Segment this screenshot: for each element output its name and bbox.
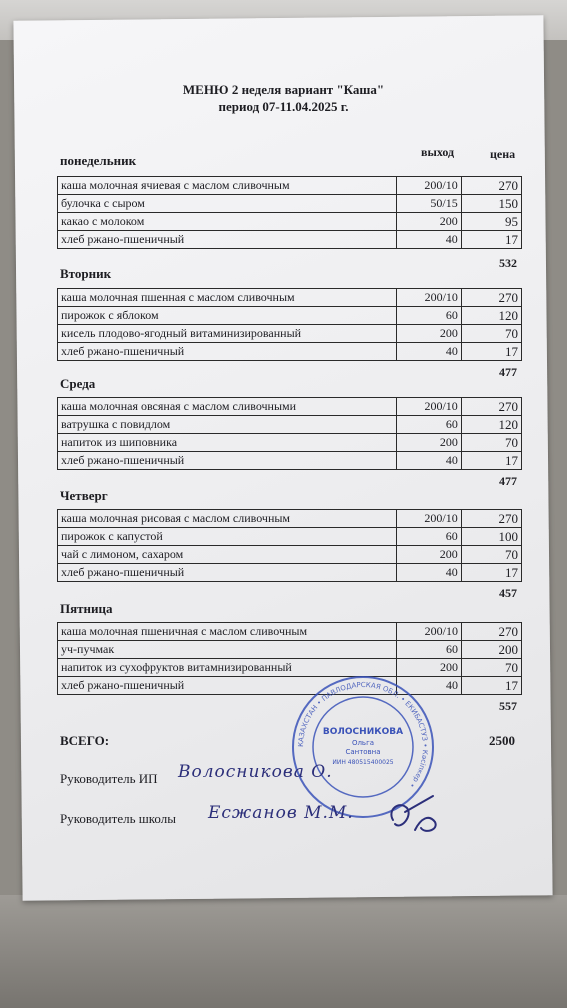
item-price: 120: [461, 416, 521, 434]
item-price: 100: [461, 528, 521, 546]
item-output: 40: [397, 343, 462, 361]
item-name: какао с молоком: [58, 213, 397, 231]
item-name: пирожок с яблоком: [58, 307, 397, 325]
item-name: каша молочная овсяная с маслом сливочными: [58, 398, 397, 416]
table-row: [58, 546, 522, 564]
table-row: [58, 343, 522, 361]
item-output: 40: [397, 677, 462, 695]
item-output: 200/10: [397, 623, 462, 641]
day-heading-tuesday: Вторник: [60, 266, 112, 281]
item-name: уч-пучмак: [58, 641, 397, 659]
column-header-output: выход: [421, 145, 455, 159]
menu-table-monday: [57, 176, 522, 249]
day-heading-friday: Пятница: [60, 601, 113, 616]
item-output: 60: [397, 307, 462, 325]
stamp-ring-text: КАЗАХСТАН • ПАВЛОДАРСКАЯ ОБЛ. • ЕКИБАСТУЗ • Кәсіпкер •: [296, 680, 430, 790]
item-name: хлеб ржано-пшеничный: [58, 231, 397, 249]
head-ip-label: Руководитель ИП: [60, 771, 158, 786]
item-name: хлеб ржано-пшеничный: [58, 452, 397, 470]
table-row: [58, 452, 522, 470]
document-period: период 07-11.04.2025 г.: [218, 99, 349, 114]
item-price: 270: [461, 177, 521, 195]
table-row: [58, 434, 522, 452]
stamp-name: ВОЛОСНИКОВА: [322, 727, 404, 737]
table-row: [58, 623, 522, 641]
document-title: МЕНЮ 2 неделя вариант "Каша": [182, 82, 385, 97]
item-name: кисель плодово-ягодный витаминизированный: [58, 325, 397, 343]
day-total-thursday: 457: [499, 586, 517, 600]
column-header-price: цена: [490, 147, 516, 161]
item-output: 200: [397, 325, 462, 343]
item-output: 200: [396, 213, 461, 231]
table-row: [58, 398, 522, 416]
table-row: [58, 177, 522, 195]
item-output: 40: [396, 231, 461, 249]
item-output: 200/10: [396, 177, 461, 195]
grand-total-value: 2500: [489, 733, 515, 748]
item-name: булочка с сыром: [58, 195, 397, 213]
item-price: 270: [461, 398, 521, 416]
item-name: напиток из шиповника: [58, 434, 397, 452]
day-heading-thursday: Четверг: [60, 488, 108, 503]
item-output: 200/10: [396, 510, 461, 528]
head-ip-signature: Волосникова О.: [178, 762, 333, 782]
item-output: 60: [396, 528, 461, 546]
item-output: 50/15: [396, 195, 461, 213]
table-row: [58, 289, 522, 307]
item-name: хлеб ржано-пшеничный: [58, 564, 397, 582]
background-surface: [0, 895, 567, 1008]
item-output: 60: [397, 641, 462, 659]
item-output: 200: [396, 546, 461, 564]
day-total-tuesday: 477: [499, 365, 517, 379]
item-name: хлеб ржано-пшеничный: [58, 343, 397, 361]
day-total-monday: 532: [499, 256, 517, 270]
item-price: 17: [461, 231, 521, 249]
item-price: 270: [462, 623, 522, 641]
item-price: 70: [461, 325, 521, 343]
table-row: [58, 528, 522, 546]
item-price: 17: [461, 564, 521, 582]
item-name: каша молочная пшенная с маслом сливочным: [58, 289, 397, 307]
item-name: чай с лимоном, сахаром: [58, 546, 397, 564]
menu-table-wednesday: [57, 397, 522, 470]
menu-table-tuesday: [57, 288, 522, 361]
item-name: напиток из сухофруктов витамнизированный: [58, 659, 397, 677]
table-row: [58, 213, 522, 231]
head-school-label: Руководитель школы: [60, 811, 176, 826]
item-name: пирожок с капустой: [58, 528, 397, 546]
menu-table-thursday: [57, 509, 522, 582]
table-row: [58, 307, 522, 325]
table-row: [58, 195, 522, 213]
item-output: 200: [397, 659, 462, 677]
item-name: каша молочная рисовая с маслом сливочным: [58, 510, 397, 528]
item-name: ватрушка с повидлом: [58, 416, 397, 434]
grand-total-label: ВСЕГО:: [60, 733, 110, 748]
item-price: 150: [461, 195, 521, 213]
item-price: 17: [461, 452, 521, 470]
item-price: 120: [461, 307, 521, 325]
item-price: 17: [461, 343, 521, 361]
day-heading-wednesday: Среда: [60, 376, 96, 391]
item-price: 270: [461, 289, 521, 307]
table-row: [58, 231, 522, 249]
item-name: каша молочная пшеничная с маслом сливочным: [58, 623, 397, 641]
stamp-first-name: Ольга: [351, 739, 375, 747]
head-school-signature: Есжанов М.М.: [208, 803, 354, 823]
item-output: 40: [396, 564, 461, 582]
item-price: 70: [461, 546, 521, 564]
table-row: [58, 564, 522, 582]
table-row: [58, 325, 522, 343]
item-price: 200: [462, 641, 522, 659]
item-output: 40: [396, 452, 461, 470]
day-total-friday: 557: [499, 699, 517, 713]
table-row: [58, 510, 522, 528]
table-row: [58, 641, 522, 659]
item-price: 270: [461, 510, 521, 528]
stamp-iin: ИИН 480515400025: [332, 759, 394, 766]
item-price: 70: [462, 659, 522, 677]
item-output: 60: [396, 416, 461, 434]
item-price: 17: [462, 677, 522, 695]
day-heading-monday: понедельник: [60, 153, 137, 168]
table-row: [58, 416, 522, 434]
signature-scribble: [385, 790, 445, 840]
item-price: 95: [461, 213, 521, 231]
item-output: 200: [396, 434, 461, 452]
item-output: 200/10: [397, 289, 462, 307]
day-total-wednesday: 477: [499, 474, 517, 488]
item-price: 70: [461, 434, 521, 452]
item-output: 200/10: [396, 398, 461, 416]
stamp-middle-name: Сантовна: [345, 748, 381, 756]
item-name: хлеб ржано-пшеничный: [58, 677, 397, 695]
item-name: каша молочная ячиевая с маслом сливочным: [58, 177, 397, 195]
